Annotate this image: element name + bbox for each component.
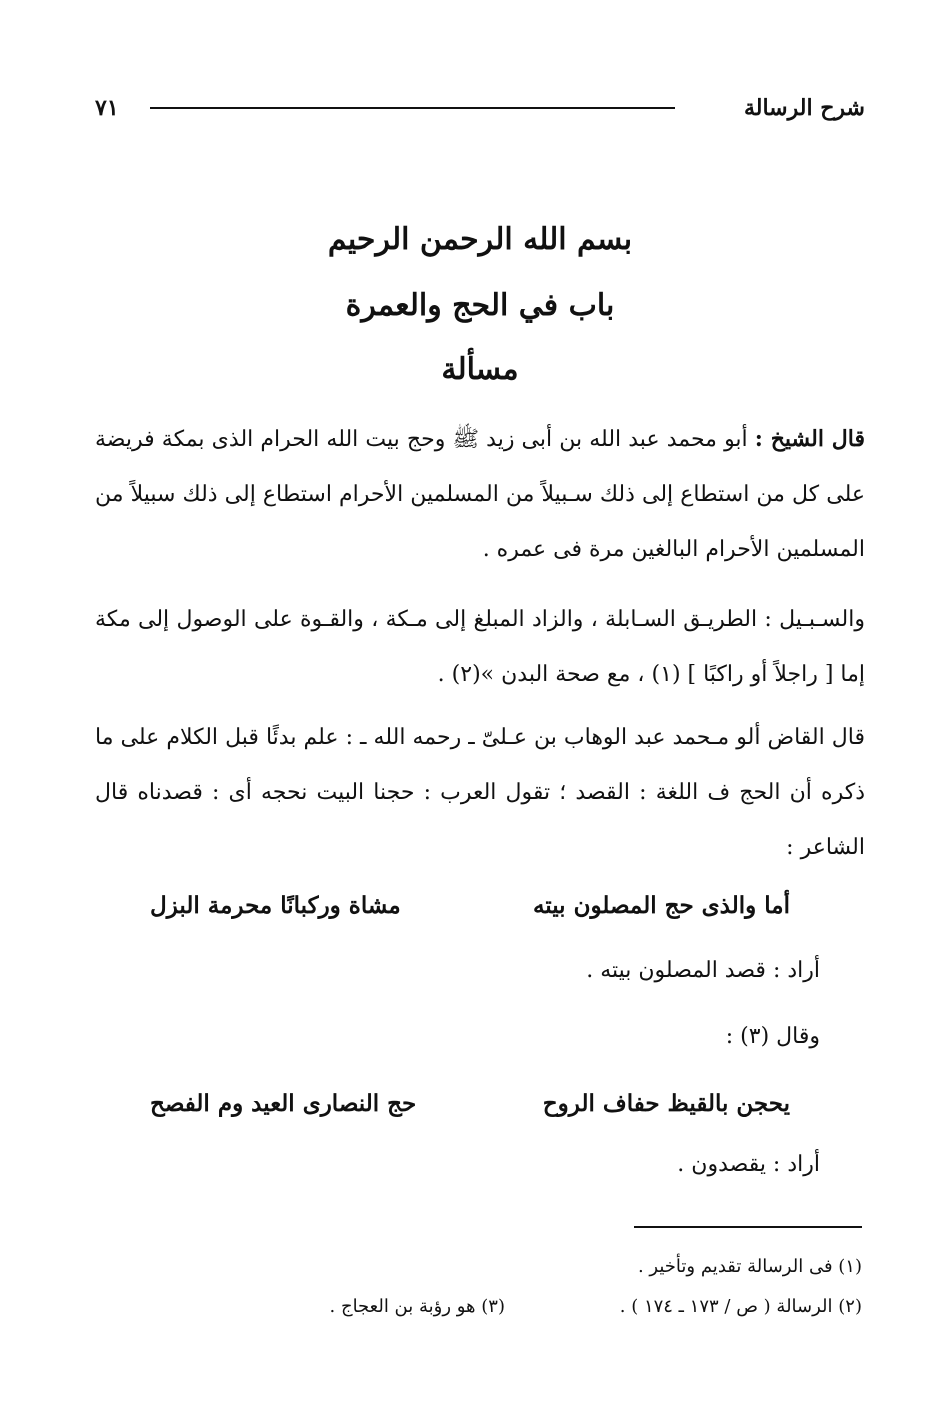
basmala-heading: بسم الله الرحمن الرحيم: [327, 222, 633, 257]
running-title: شرح الرسالة: [743, 95, 865, 121]
footnote-2: (٢) الرسالة ( ص / ١٧٣ ـ ١٧٤ ) .: [619, 1296, 862, 1317]
paragraph-1: [95, 412, 865, 577]
footnote-3: (٣) هو رؤبة بن العجاج .: [329, 1296, 505, 1317]
verse-first-hemistich: يحجن بالقيظ حفاف الروح: [542, 1090, 790, 1117]
paragraph-text: أبو محمد عبد الله بن أبى زيد ﷺ وحج بيت الله الحرام الذى بمكة فريضة على كل من استطاع إلى ذلك سـبيلاً من المسلمين الأحرام استطاع إلى ذلك سبيلاً من المسلمين الأحرام البالغين مرة فى عمره .: [95, 427, 865, 562]
verse-second-hemistich: حج النصارى العيد وم الفصح: [150, 1090, 417, 1117]
paragraph-2: والسـبـيل : الطريـق السـابلة ، والزاد المبلغ إلى مـكة ، والقـوة على الوصول إلى مكة إما [ راجلاً أو راكبًا ] (١) ، مع صحة البدن »(٢) .: [95, 607, 865, 687]
footnote-rule: [634, 1226, 862, 1228]
header-rule: [150, 107, 675, 109]
paragraph-3: قال القاض ألو مـحمد عبد الوهاب بن عـلىّ ـ رحمه الله ـ : علم بدئًا قبل الكلام على ما ذكره أن الحج ف اللغة : القصد ؛ تقول العرب : حجنا البيت نحجه أى : قصدناه قال الشاعر :: [95, 725, 865, 860]
verse-second-hemistich: مشاة وركبانًا محرمة البزل: [150, 892, 401, 919]
footnote-1: (١) فى الرسالة تقديم وتأخير .: [637, 1256, 862, 1277]
verse-first-hemistich: أما والذى حج المصلون بيته: [532, 892, 790, 919]
verse-line-2: [150, 1090, 790, 1138]
qal-line: وقال (٣) :: [725, 1024, 820, 1049]
paragraph-lead: قال الشيخ :: [754, 426, 865, 452]
explanation-line-1: أراد : قصد المصلون بيته .: [586, 958, 820, 983]
verse-line-1: [150, 892, 790, 940]
running-header: [95, 88, 865, 128]
section-heading: مسألة: [441, 352, 519, 387]
page-number: ٧١: [95, 95, 119, 121]
explanation-line-2: أراد : يقصدون .: [677, 1152, 820, 1177]
chapter-heading: باب في الحج والعمرة: [345, 288, 615, 323]
